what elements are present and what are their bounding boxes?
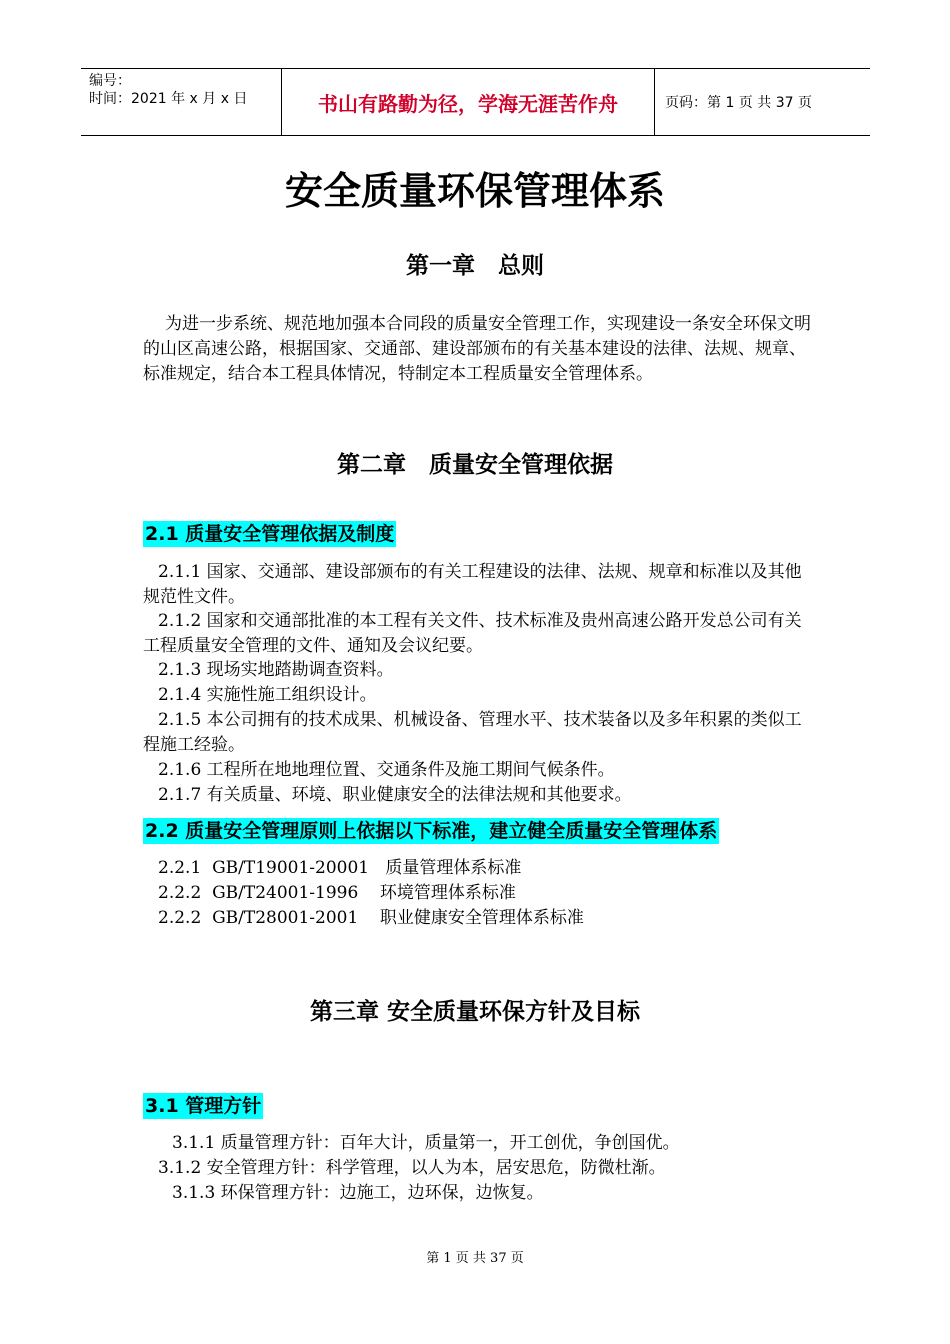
list-item: 3.1.1 质量管理方针：百年大计，质量第一，开工创优，争创国优。: [172, 1133, 680, 1153]
list-item: 2.2.1 GB/T19001-20001 质量管理体系标准: [158, 858, 522, 878]
list-item: 2.1.1 国家、交通部、建设部颁布的有关工程建设的法律、法规、规章和标准以及其他规范性文件。: [143, 562, 802, 607]
list-item: 2.1.6 工程所在地地理位置、交通条件及施工期间气候条件。: [158, 760, 615, 780]
section-3-1-heading: 3.1 管理方针: [145, 1095, 262, 1117]
chapter-2-title: 第二章 质量安全管理依据: [337, 452, 613, 478]
header-motto: 书山有路勤为径，学海无涯苦作舟: [281, 69, 655, 135]
page-footer: 第 1 页 共 37 页: [426, 1251, 524, 1266]
list-item: 2.2.2 GB/T28001-2001 职业健康安全管理体系标准: [158, 908, 584, 928]
list-item: 2.1.5 本公司拥有的技术成果、机械设备、管理水平、技术装备以及多年积累的类似工程施工经验。: [143, 710, 802, 755]
chapter-1-body: 为进一步系统、规范地加强本合同段的质量安全管理工作，实现建设一条安全环保文明的山区高速公路，根据国家、交通部、建设部颁布的有关基本建设的法律、法规、规章、标准规定，结合本工程具体情况，特制定本工程质量安全管理体系。: [143, 314, 811, 384]
list-item: 2.2.2 GB/T24001-1996 环境管理体系标准: [158, 883, 516, 903]
chapter-1-title: 第一章 总则: [406, 253, 544, 279]
document-date: 时间：2021 年 x 月 x 日: [89, 91, 248, 107]
list-item: 2.1.2 国家和交通部批准的本工程有关文件、技术标准及贵州高速公路开发总公司有关工程质量安全管理的文件、通知及会议纪要。: [143, 611, 802, 656]
document-title: 安全质量环保管理体系: [284, 169, 665, 213]
list-item: 3.1.2 安全管理方针：科学管理，以人为本，居安思危，防微杜渐。: [158, 1158, 666, 1178]
list-item: 2.1.3 现场实地踏勘调查资料。: [158, 660, 394, 680]
list-item: 2.1.4 实施性施工组织设计。: [158, 685, 377, 705]
section-2-1-heading: 2.1 质量安全管理依据及制度: [145, 523, 395, 545]
section-2-2-heading: 2.2 质量安全管理原则上依据以下标准，建立健全质量安全管理体系: [145, 820, 718, 842]
list-item: 2.1.7 有关质量、环境、职业健康安全的法律法规和其他要求。: [158, 785, 632, 805]
list-item: 3.1.3 环保管理方针：边施工，边环保，边恢复。: [172, 1183, 544, 1203]
header-meta: [81, 69, 281, 135]
header-page-info: 页码：第 1 页 共 37 页: [665, 95, 812, 111]
chapter-3-title: 第三章 安全质量环保方针及目标: [309, 999, 640, 1025]
page-header-table: [81, 68, 870, 136]
document-number-label: 编号：: [89, 73, 131, 89]
